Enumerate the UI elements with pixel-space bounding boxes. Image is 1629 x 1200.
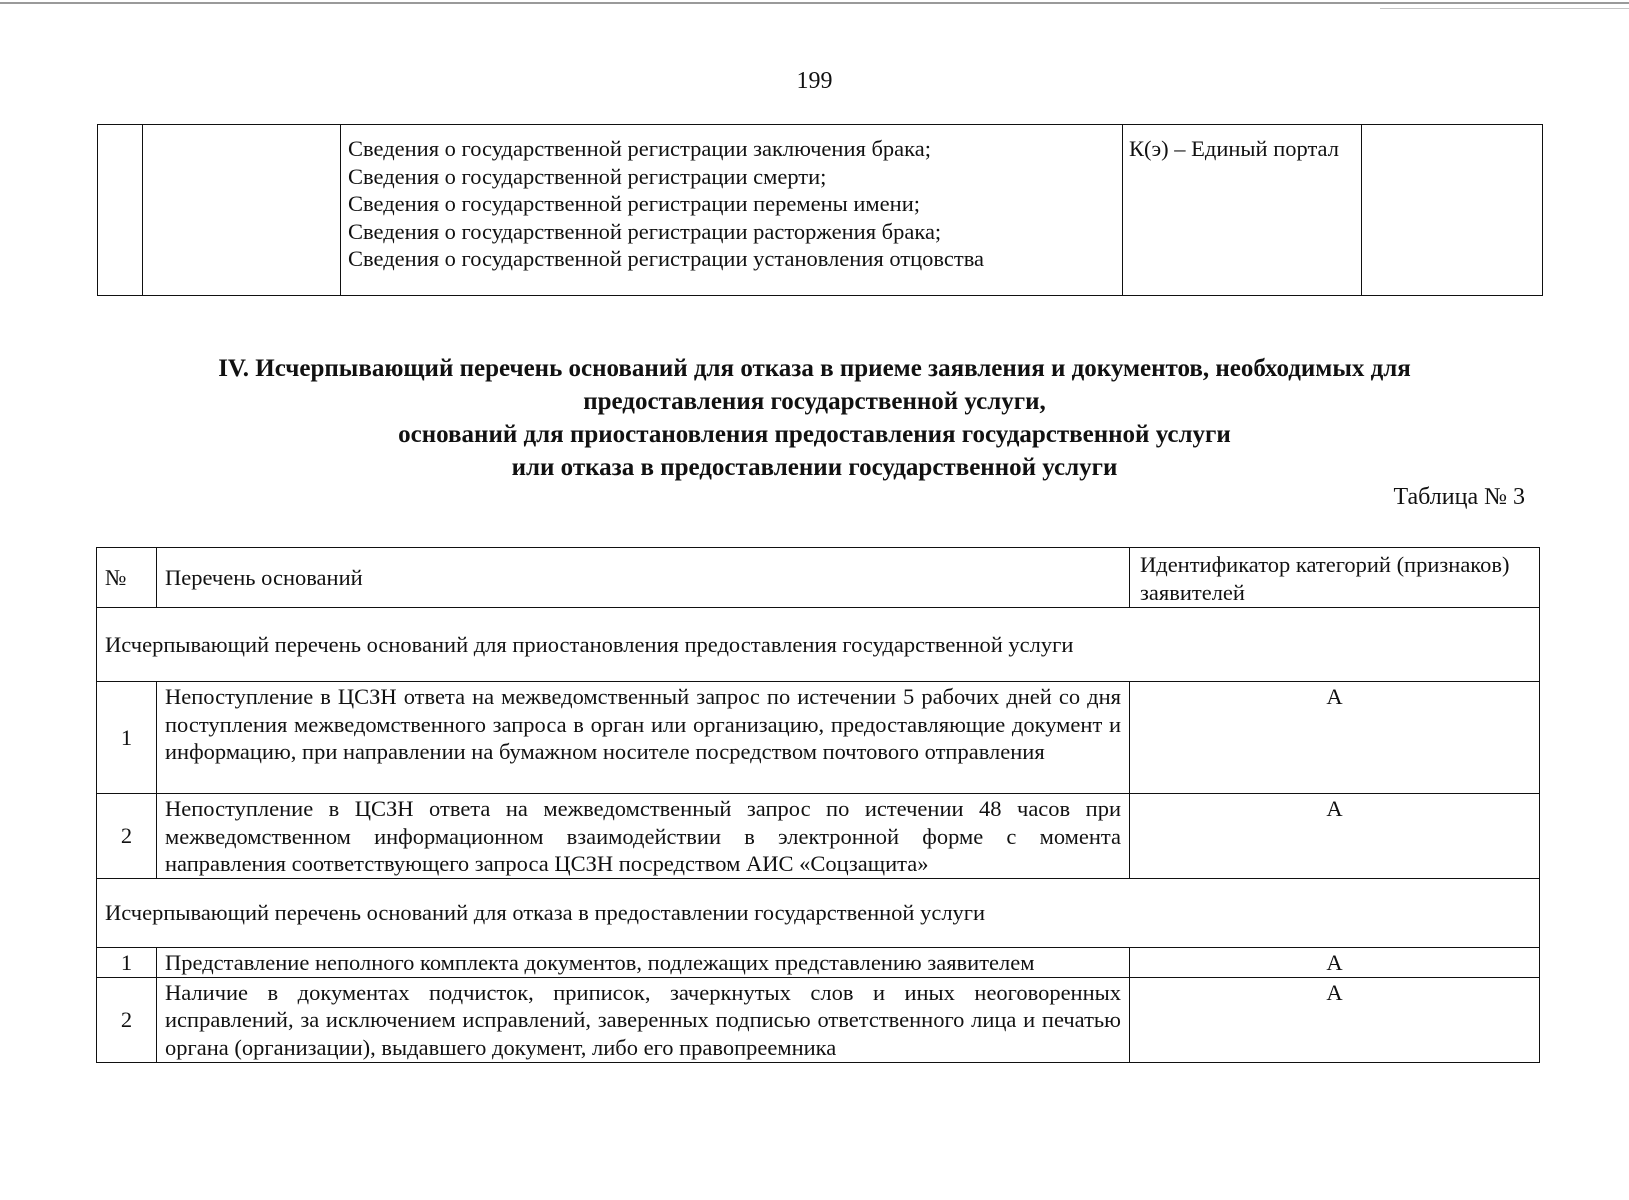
row-text: Непоступление в ЦСЗН ответа на межведомственный запрос по истечении 5 рабочих дней со дня поступления межведомственного запроса в орган или организацию, предоставляющие документ и информацию, при направлении на бумажном носителе посредством почтового отправления: [157, 682, 1130, 794]
table-header-row: [97, 548, 1540, 608]
row-identifier: А: [1130, 948, 1540, 978]
row-number: 2: [97, 977, 157, 1062]
list-item: Сведения о государственной регистрации перемены имени;: [348, 191, 920, 216]
header-identifier: Идентификатор категорий (признаков) заявителей: [1130, 548, 1540, 608]
continuation-table: [97, 124, 1543, 296]
section-title: [0, 352, 1629, 484]
table-label: Таблица № 3: [1393, 484, 1525, 510]
row-number: 1: [97, 682, 157, 794]
section-title-line: или отказа в предоставлении государственной услуги: [511, 454, 1118, 481]
group-title: Исчерпывающий перечень оснований для приостановления предоставления государственной услуги: [97, 608, 1540, 682]
grounds-table: [96, 547, 1540, 1063]
table-row: [98, 125, 1543, 296]
table-cell-empty: [143, 125, 341, 296]
header-list: Перечень оснований: [157, 548, 1130, 608]
table-cell-empty: [98, 125, 143, 296]
list-item: Сведения о государственной регистрации установления отцовства: [348, 246, 985, 271]
section-title-line: оснований для приостановления предоставления государственной услуги: [398, 421, 1231, 448]
row-identifier: А: [1130, 682, 1540, 794]
row-identifier: А: [1130, 977, 1540, 1062]
table-cell-channel: К(э) – Единый портал: [1123, 125, 1362, 296]
list-item: Сведения о государственной регистрации расторжения брака;: [348, 218, 942, 244]
table-row: [97, 977, 1540, 1062]
list-item: Сведения о государственной регистрации заключения брака;: [348, 136, 931, 161]
group-header-row: [97, 879, 1540, 948]
section-title-line: предоставления государственной услуги,: [583, 388, 1046, 415]
list-item: Сведения о государственной регистрации смерти;: [348, 163, 827, 189]
row-number: 2: [97, 794, 157, 879]
section-title-line: IV. Исчерпывающий перечень оснований для отказа в приеме заявления и документов, необходимых для: [218, 355, 1411, 382]
table-cell-items: [341, 125, 1123, 296]
row-text: Непоступление в ЦСЗН ответа на межведомственный запрос по истечении 48 часов при межведомственном информационном взаимодействии в электронной форме с момента направления соответствующего запроса ЦСЗН посредством АИС «Соцзащита»: [157, 794, 1130, 879]
group-title: Исчерпывающий перечень оснований для отказа в предоставлении государственной услуги: [97, 879, 1540, 948]
table-row: [97, 948, 1540, 978]
table-row: [97, 794, 1540, 879]
header-number: №: [97, 548, 157, 608]
row-text: Наличие в документах подчисток, приписок, зачеркнутых слов и иных неоговоренных исправлений, за исключением исправлений, заверенных подписью ответственного лица и печатью органа (организации), выдавшего документ, либо его правопреемника: [157, 977, 1130, 1062]
page-number: 199: [796, 68, 833, 94]
row-identifier: А: [1130, 794, 1540, 879]
group-header-row: [97, 608, 1540, 682]
row-text: Представление неполного комплекта документов, подлежащих представлению заявителем: [157, 948, 1130, 978]
row-number: 1: [97, 948, 157, 978]
scan-edge-line: [0, 2, 1629, 4]
table-row: [97, 682, 1540, 794]
scan-edge-line: [1380, 8, 1629, 9]
table-cell-empty: [1362, 125, 1543, 296]
